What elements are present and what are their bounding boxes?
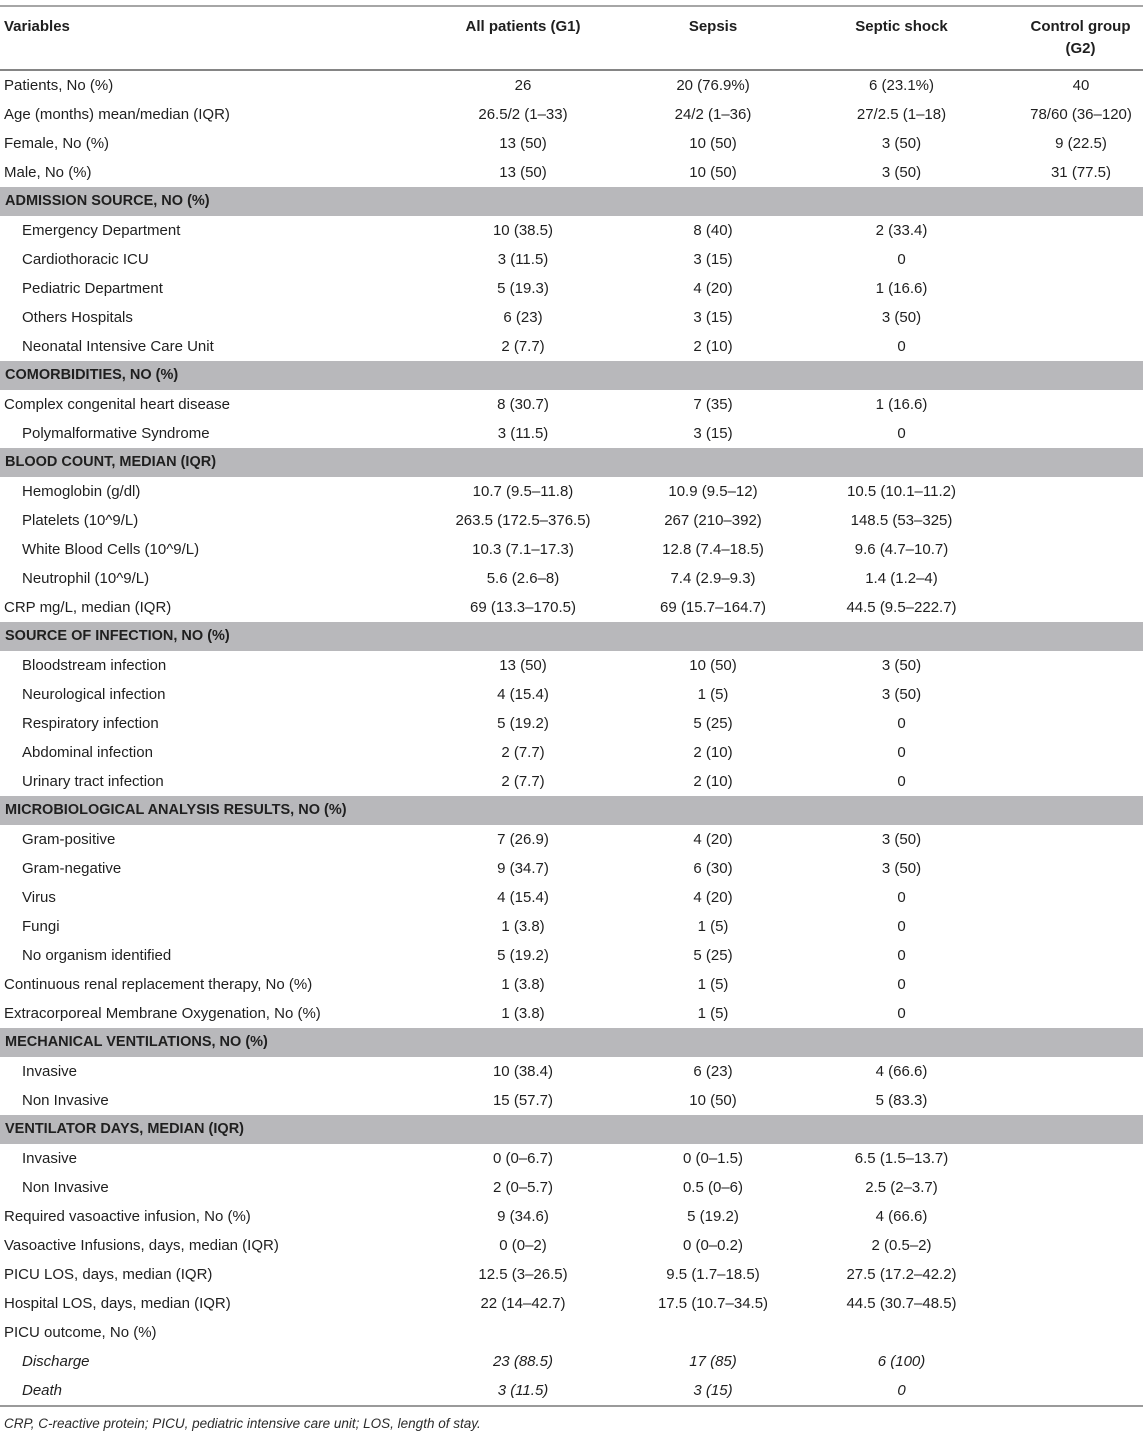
table-row bbox=[0, 680, 1143, 709]
cell-value: 10 (38.5) bbox=[492, 222, 554, 239]
cell-value bbox=[993, 941, 1143, 970]
table-row bbox=[0, 883, 1143, 912]
cell-value bbox=[993, 332, 1143, 361]
row-label: Hemoglobin (g/dl) bbox=[22, 483, 141, 500]
cell-value: 1 (3.8) bbox=[501, 1005, 545, 1022]
cell-value: 263.5 (172.5–376.5) bbox=[455, 512, 591, 529]
cell-value: 7.4 (2.9–9.3) bbox=[670, 570, 756, 587]
row-label: Gram-positive bbox=[22, 831, 116, 848]
cell-value: 9 (34.7) bbox=[497, 860, 549, 877]
cell-value: 23 (88.5) bbox=[492, 1353, 554, 1370]
table-row bbox=[0, 1376, 1143, 1406]
cell-value: 3 (15) bbox=[693, 425, 733, 442]
cell-value: 9.6 (4.7–10.7) bbox=[854, 541, 949, 558]
row-label: Non Invasive bbox=[22, 1092, 109, 1109]
section-header-label: COMORBIDITIES, NO (%) bbox=[0, 361, 1143, 390]
table-row bbox=[0, 854, 1143, 883]
cell-value bbox=[993, 1144, 1143, 1173]
column-header-all-patients: All patients (G1) bbox=[430, 6, 616, 70]
cell-value: 3 (11.5) bbox=[497, 425, 549, 442]
cell-value bbox=[993, 1173, 1143, 1202]
table-row bbox=[0, 564, 1143, 593]
row-label: Neonatal Intensive Care Unit bbox=[22, 338, 214, 355]
cell-value: 31 (77.5) bbox=[1050, 164, 1112, 181]
cell-value: 10.5 (10.1–11.2) bbox=[847, 483, 956, 500]
table-row bbox=[0, 535, 1143, 564]
cell-value: 6 (23.1%) bbox=[868, 77, 935, 94]
table-row bbox=[0, 941, 1143, 970]
cell-value: 2 (33.4) bbox=[875, 222, 928, 239]
row-label: Invasive bbox=[22, 1063, 78, 1080]
table-row bbox=[0, 245, 1143, 274]
cell-value bbox=[993, 767, 1143, 796]
cell-value: 22 (14–42.7) bbox=[480, 1295, 566, 1312]
cell-value: 5 (19.2) bbox=[687, 1208, 739, 1225]
cell-value bbox=[993, 390, 1143, 419]
cell-value bbox=[993, 1260, 1143, 1289]
row-label: Gram-negative bbox=[22, 860, 122, 877]
section-header-row bbox=[0, 361, 1143, 390]
cell-value: 2 (7.7) bbox=[501, 338, 545, 355]
row-label: Bloodstream infection bbox=[22, 657, 167, 674]
cell-value: 78/60 (36–120) bbox=[1030, 106, 1132, 123]
cell-value bbox=[993, 303, 1143, 332]
row-label: Abdominal infection bbox=[22, 744, 153, 761]
cell-value: 0 bbox=[897, 1005, 906, 1022]
cell-value: 44.5 (9.5–222.7) bbox=[846, 599, 957, 616]
row-label: Patients, No (%) bbox=[4, 77, 114, 94]
cell-value: 0 bbox=[897, 251, 906, 268]
cell-value: 6.5 (1.5–13.7) bbox=[854, 1150, 949, 1167]
cell-value: 0 bbox=[897, 773, 906, 790]
cell-value: 1 (5) bbox=[697, 686, 729, 703]
section-header-row bbox=[0, 1028, 1143, 1057]
cell-value: 4 (15.4) bbox=[497, 889, 549, 906]
cell-value: 26 bbox=[514, 77, 532, 94]
cell-value: 1.4 (1.2–4) bbox=[865, 570, 938, 587]
row-label: Emergency Department bbox=[22, 222, 181, 239]
cell-value: 1 (16.6) bbox=[875, 396, 928, 413]
cell-value bbox=[993, 564, 1143, 593]
table-row bbox=[0, 506, 1143, 535]
cell-value: 27/2.5 (1–18) bbox=[856, 106, 947, 123]
row-label: Extracorporeal Membrane Oxygenation, No (%) bbox=[4, 1005, 321, 1022]
cell-value: 4 (15.4) bbox=[497, 686, 549, 703]
cell-value: 5.6 (2.6–8) bbox=[486, 570, 560, 587]
cell-value: 0 (0–1.5) bbox=[682, 1150, 744, 1167]
cell-value: 10.3 (7.1–17.3) bbox=[472, 541, 574, 558]
table-row bbox=[0, 709, 1143, 738]
cell-value bbox=[993, 419, 1143, 448]
cell-value: 24/2 (1–36) bbox=[674, 106, 752, 123]
row-label: Fungi bbox=[22, 918, 60, 935]
row-label: Female, No (%) bbox=[4, 135, 110, 152]
cell-value: 44.5 (30.7–48.5) bbox=[846, 1295, 957, 1312]
row-label: CRP mg/L, median (IQR) bbox=[4, 599, 172, 616]
table-body bbox=[0, 70, 1143, 1406]
cell-value bbox=[993, 883, 1143, 912]
cell-value: 8 (30.7) bbox=[497, 396, 549, 413]
cell-value: 12.5 (3–26.5) bbox=[478, 1266, 568, 1283]
cell-value: 4 (66.6) bbox=[875, 1063, 928, 1080]
row-label: Non Invasive bbox=[22, 1179, 109, 1196]
cell-value: 9 (22.5) bbox=[1055, 135, 1107, 152]
table-row bbox=[0, 1144, 1143, 1173]
cell-value: 0 bbox=[897, 1382, 906, 1399]
cell-value: 6 (100) bbox=[877, 1353, 926, 1370]
cell-value bbox=[993, 1057, 1143, 1086]
cell-value: 2 (0–5.7) bbox=[492, 1179, 554, 1196]
row-label: Polymalformative Syndrome bbox=[22, 425, 210, 442]
column-header-sepsis: Sepsis bbox=[616, 6, 810, 70]
cell-value: 3 (50) bbox=[881, 135, 922, 152]
cell-value: 5 (19.3) bbox=[497, 280, 549, 297]
row-label: Male, No (%) bbox=[4, 164, 92, 181]
cell-value: 10 (50) bbox=[689, 164, 737, 181]
cell-value bbox=[993, 651, 1143, 680]
cell-value: 7 (26.9) bbox=[497, 831, 549, 848]
table-row bbox=[0, 216, 1143, 245]
cell-value: 1 (5) bbox=[697, 976, 729, 993]
cell-value: 267 (210–392) bbox=[664, 512, 762, 529]
cell-value: 3 (15) bbox=[693, 1382, 733, 1399]
row-label: Death bbox=[22, 1382, 63, 1399]
section-header-label: VENTILATOR DAYS, MEDIAN (IQR) bbox=[0, 1115, 1143, 1144]
cell-value: 69 (13.3–170.5) bbox=[470, 599, 576, 616]
table-row bbox=[0, 912, 1143, 941]
cell-value: 9.5 (1.7–18.5) bbox=[666, 1266, 760, 1283]
cell-value: 6 (23) bbox=[693, 1063, 733, 1080]
table-row bbox=[0, 825, 1143, 854]
table-row bbox=[0, 1289, 1143, 1318]
cell-value: 20 (76.9%) bbox=[676, 77, 750, 94]
row-label: Age (months) mean/median (IQR) bbox=[4, 106, 230, 123]
table-row bbox=[0, 332, 1143, 361]
table-row bbox=[0, 1202, 1143, 1231]
cell-value: 2 (0.5–2) bbox=[871, 1237, 932, 1254]
cell-value: 9 (34.6) bbox=[497, 1208, 549, 1225]
section-header-label: MICROBIOLOGICAL ANALYSIS RESULTS, NO (%) bbox=[0, 796, 1143, 825]
column-header-septic-shock: Septic shock bbox=[810, 6, 993, 70]
section-header-row bbox=[0, 622, 1143, 651]
table-row bbox=[0, 1347, 1143, 1376]
cell-value: 8 (40) bbox=[693, 222, 733, 239]
table-row bbox=[0, 1173, 1143, 1202]
row-label: PICU outcome, No (%) bbox=[4, 1324, 157, 1341]
cell-value: 4 (66.6) bbox=[875, 1208, 928, 1225]
cell-value: 13 (50) bbox=[499, 657, 547, 674]
cell-value: 3 (50) bbox=[881, 309, 922, 326]
section-header-label: ADMISSION SOURCE, NO (%) bbox=[0, 187, 1143, 216]
cell-value: 2 (10) bbox=[693, 338, 733, 355]
row-label: Virus bbox=[22, 889, 56, 906]
row-label: Required vasoactive infusion, No (%) bbox=[4, 1208, 251, 1225]
cell-value: 1 (3.8) bbox=[501, 976, 545, 993]
cell-value: 7 (35) bbox=[693, 396, 733, 413]
cell-value: 2 (7.7) bbox=[501, 744, 545, 761]
cell-value: 3 (15) bbox=[693, 309, 733, 326]
section-header-label: BLOOD COUNT, MEDIAN (IQR) bbox=[0, 448, 1143, 477]
row-label: Others Hospitals bbox=[22, 309, 133, 326]
cell-value: 5 (19.2) bbox=[497, 715, 549, 732]
table-row bbox=[0, 1318, 1143, 1347]
cell-value: 2.5 (2–3.7) bbox=[865, 1179, 938, 1196]
cell-value bbox=[993, 1289, 1143, 1318]
cell-value bbox=[993, 999, 1143, 1028]
cell-value: 15 (57.7) bbox=[492, 1092, 554, 1109]
row-label: Urinary tract infection bbox=[22, 773, 164, 790]
cell-value: 13 (50) bbox=[499, 164, 547, 181]
cell-value: 27.5 (17.2–42.2) bbox=[846, 1266, 957, 1283]
cell-value: 10.7 (9.5–11.8) bbox=[472, 483, 574, 500]
cell-value: 0 bbox=[897, 715, 906, 732]
cell-value: 40 bbox=[1072, 77, 1090, 94]
table-row bbox=[0, 70, 1143, 100]
table-row bbox=[0, 593, 1143, 622]
table-row bbox=[0, 274, 1143, 303]
cell-value bbox=[993, 709, 1143, 738]
cell-value bbox=[993, 1086, 1143, 1115]
cell-value bbox=[993, 825, 1143, 854]
column-header-variables: Variables bbox=[0, 6, 430, 70]
row-label: Respiratory infection bbox=[22, 715, 159, 732]
table-row bbox=[0, 419, 1143, 448]
row-label: Hospital LOS, days, median (IQR) bbox=[4, 1295, 231, 1312]
table-row bbox=[0, 651, 1143, 680]
cell-value bbox=[993, 245, 1143, 274]
section-header-row bbox=[0, 796, 1143, 825]
row-label: Continuous renal replacement therapy, No (%) bbox=[4, 976, 313, 993]
cell-value: 3 (11.5) bbox=[497, 1382, 549, 1399]
row-label: Invasive bbox=[22, 1150, 78, 1167]
section-header-label: SOURCE OF INFECTION, NO (%) bbox=[0, 622, 1143, 651]
row-label: Neurological infection bbox=[22, 686, 166, 703]
cell-value: 13 (50) bbox=[499, 135, 547, 152]
header-row bbox=[0, 6, 1143, 70]
cell-value: 6 (23) bbox=[503, 309, 543, 326]
cell-value: 5 (83.3) bbox=[875, 1092, 928, 1109]
table-row bbox=[0, 1260, 1143, 1289]
cell-value: 0 (0–0.2) bbox=[682, 1237, 744, 1254]
cell-value: 1 (5) bbox=[697, 1005, 729, 1022]
cell-value: 0 bbox=[897, 338, 906, 355]
cell-value: 3 (50) bbox=[881, 657, 922, 674]
cell-value: 10 (50) bbox=[689, 657, 737, 674]
cell-value bbox=[993, 593, 1143, 622]
cell-value bbox=[993, 970, 1143, 999]
table-header bbox=[0, 6, 1143, 70]
table-row bbox=[0, 1231, 1143, 1260]
cell-value bbox=[993, 535, 1143, 564]
row-label: Complex congenital heart disease bbox=[4, 396, 230, 413]
cell-value: 12.8 (7.4–18.5) bbox=[662, 541, 764, 558]
cell-value bbox=[993, 1376, 1143, 1406]
section-header-row bbox=[0, 187, 1143, 216]
table-row bbox=[0, 738, 1143, 767]
row-label: Neutrophil (10^9/L) bbox=[22, 570, 150, 587]
cell-value bbox=[993, 854, 1143, 883]
patient-characteristics-table bbox=[0, 5, 1143, 1407]
cell-value: 5 (19.2) bbox=[497, 947, 549, 964]
cell-value: 4 (20) bbox=[693, 889, 733, 906]
cell-value: 6 (30) bbox=[693, 860, 733, 877]
cell-value bbox=[430, 1318, 616, 1347]
table-row bbox=[0, 1057, 1143, 1086]
column-header-control-group: Control group (G2) bbox=[993, 6, 1143, 70]
cell-value bbox=[993, 506, 1143, 535]
table-row bbox=[0, 158, 1143, 187]
section-header-row bbox=[0, 1115, 1143, 1144]
cell-value bbox=[993, 1318, 1143, 1347]
cell-value: 0 (0–2) bbox=[499, 1237, 547, 1254]
cell-value: 5 (25) bbox=[693, 715, 733, 732]
cell-value: 1 (5) bbox=[697, 918, 729, 935]
table-row bbox=[0, 999, 1143, 1028]
cell-value: 2 (10) bbox=[693, 773, 733, 790]
cell-value: 3 (50) bbox=[881, 860, 922, 877]
table-row bbox=[0, 390, 1143, 419]
cell-value: 3 (15) bbox=[693, 251, 733, 268]
row-label: Vasoactive Infusions, days, median (IQR) bbox=[4, 1237, 279, 1254]
row-label: Discharge bbox=[22, 1353, 90, 1370]
cell-value: 10.9 (9.5–12) bbox=[668, 483, 758, 500]
cell-value: 3 (11.5) bbox=[497, 251, 549, 268]
row-label: Pediatric Department bbox=[22, 280, 163, 297]
cell-value: 10 (38.4) bbox=[492, 1063, 554, 1080]
cell-value bbox=[993, 274, 1143, 303]
cell-value bbox=[993, 477, 1143, 506]
cell-value bbox=[993, 912, 1143, 941]
cell-value: 69 (15.7–164.7) bbox=[660, 599, 766, 616]
table-row bbox=[0, 1086, 1143, 1115]
cell-value bbox=[993, 738, 1143, 767]
cell-value bbox=[810, 1318, 993, 1347]
row-label: Cardiothoracic ICU bbox=[22, 251, 149, 268]
cell-value: 2 (10) bbox=[693, 744, 733, 761]
cell-value bbox=[993, 680, 1143, 709]
table-row bbox=[0, 303, 1143, 332]
cell-value: 148.5 (53–325) bbox=[850, 512, 953, 529]
cell-value: 4 (20) bbox=[693, 280, 733, 297]
cell-value: 5 (25) bbox=[693, 947, 733, 964]
cell-value bbox=[616, 1318, 810, 1347]
table-row bbox=[0, 477, 1143, 506]
cell-value: 26.5/2 (1–33) bbox=[478, 106, 568, 123]
cell-value: 17 (85) bbox=[689, 1353, 737, 1370]
cell-value: 0.5 (0–6) bbox=[682, 1179, 744, 1196]
table-row bbox=[0, 767, 1143, 796]
cell-value bbox=[993, 1231, 1143, 1260]
table-row bbox=[0, 129, 1143, 158]
cell-value bbox=[993, 1202, 1143, 1231]
section-header-row bbox=[0, 448, 1143, 477]
cell-value bbox=[993, 1347, 1143, 1376]
cell-value: 10 (50) bbox=[689, 1092, 737, 1109]
cell-value: 0 bbox=[897, 976, 906, 993]
section-header-label: MECHANICAL VENTILATIONS, NO (%) bbox=[0, 1028, 1143, 1057]
cell-value: 1 (16.6) bbox=[875, 280, 928, 297]
table-row bbox=[0, 100, 1143, 129]
cell-value: 4 (20) bbox=[693, 831, 733, 848]
table-row bbox=[0, 970, 1143, 999]
cell-value: 2 (7.7) bbox=[501, 773, 545, 790]
row-label: No organism identified bbox=[22, 947, 172, 964]
cell-value: 3 (50) bbox=[881, 686, 922, 703]
table-footnote: CRP, C-reactive protein; PICU, pediatric intensive care unit; LOS, length of stay. bbox=[4, 1416, 481, 1431]
cell-value: 1 (3.8) bbox=[501, 918, 545, 935]
cell-value: 0 bbox=[897, 918, 906, 935]
row-label: White Blood Cells (10^9/L) bbox=[22, 541, 200, 558]
cell-value: 10 (50) bbox=[689, 135, 737, 152]
cell-value: 3 (50) bbox=[881, 164, 922, 181]
cell-value: 17.5 (10.7–34.5) bbox=[657, 1295, 769, 1312]
cell-value: 0 bbox=[897, 425, 906, 442]
cell-value: 3 (50) bbox=[881, 831, 922, 848]
cell-value bbox=[993, 216, 1143, 245]
row-label: PICU LOS, days, median (IQR) bbox=[4, 1266, 213, 1283]
cell-value: 0 bbox=[897, 947, 906, 964]
cell-value: 0 (0–6.7) bbox=[492, 1150, 554, 1167]
row-label: Platelets (10^9/L) bbox=[22, 512, 139, 529]
cell-value: 0 bbox=[897, 889, 906, 906]
cell-value: 0 bbox=[897, 744, 906, 761]
